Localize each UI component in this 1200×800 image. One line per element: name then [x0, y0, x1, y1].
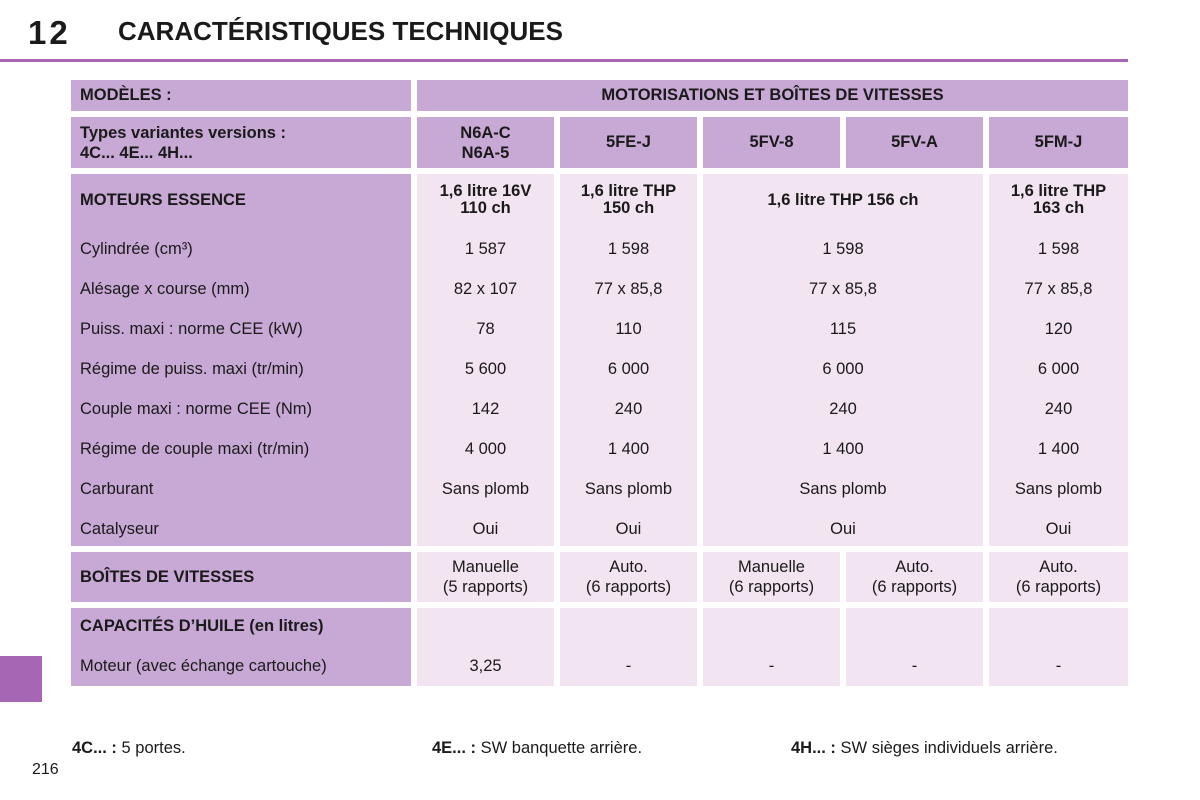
engine-name [417, 178, 554, 222]
oil-value: - [768, 656, 775, 675]
oil-engine-label: Moteur (avec échange cartouche) [80, 656, 327, 675]
oil-value: - [625, 656, 632, 675]
gearbox-ratios: (6 rapports) [585, 578, 672, 596]
oil-value: - [911, 656, 918, 675]
oil-capacity-label: CAPACITÉS D’HUILE (en litres) [80, 616, 324, 635]
spec-label: Cylindrée (cm³) [80, 239, 193, 258]
types-label [71, 117, 411, 168]
gearbox-ratios: (6 rapports) [1015, 578, 1102, 596]
spec-value: 78 [476, 319, 495, 338]
gearbox-value [703, 552, 840, 602]
variant-cell: 5FV-8 [703, 117, 840, 168]
spec-value: 120 [1044, 319, 1073, 338]
note-code: 4H... : [791, 739, 836, 757]
variant-code: N6A-C [460, 123, 511, 142]
petrol-engines-label: MOTEURS ESSENCE [80, 190, 246, 209]
spec-value: 1 587 [464, 239, 507, 258]
chapter-side-tab [0, 656, 42, 702]
engine-name [989, 178, 1128, 222]
note-text: 5 portes. [121, 739, 186, 757]
spec-value: Oui [830, 519, 856, 538]
variant-cell: 5FM-J [989, 117, 1128, 168]
spec-value: Sans plomb [799, 479, 887, 498]
spec-value: 6 000 [607, 359, 650, 378]
spec-value: 77 x 85,8 [594, 279, 663, 298]
spec-value: 115 [829, 319, 857, 338]
engines-gearboxes-label: MOTORISATIONS ET BOÎTES DE VITESSES [417, 80, 1128, 111]
gearbox-value [417, 552, 554, 602]
engine-name: 1,6 litre THP 156 ch [767, 190, 919, 209]
models-label: MODÈLES : [71, 80, 411, 111]
engine-name-line2: 110 ch [460, 199, 511, 217]
footer-note-4c [72, 739, 186, 758]
page-number: 216 [32, 761, 59, 778]
page-title: CARACTÉRISTIQUES TECHNIQUES [118, 16, 563, 46]
engine-name-line2: 150 ch [602, 199, 655, 217]
footer-note-4e [432, 739, 642, 758]
spec-value: 1 598 [607, 239, 650, 258]
gearbox-value [989, 552, 1128, 602]
spec-label: Couple maxi : norme CEE (Nm) [80, 399, 312, 418]
chapter-number: 12 [28, 14, 71, 51]
note-text: SW banquette arrière. [480, 739, 643, 757]
spec-label: Puiss. maxi : norme CEE (kW) [80, 319, 303, 338]
spec-value: 77 x 85,8 [1024, 279, 1093, 298]
spec-value: Oui [1045, 519, 1072, 538]
engine-name-line1: 1,6 litre THP [1010, 182, 1107, 200]
types-label-line2: 4C... 4E... 4H... [80, 143, 193, 162]
engine-name-line1: 1,6 litre 16V [439, 182, 532, 200]
spec-value: Oui [615, 519, 642, 538]
note-code: 4C... : [72, 739, 117, 757]
spec-value: 6 000 [822, 359, 864, 378]
spec-value: 240 [614, 399, 643, 418]
variant-cell [417, 117, 554, 168]
spec-value: Sans plomb [584, 479, 673, 498]
spec-value: 4 000 [464, 439, 507, 458]
spec-value: 6 000 [1037, 359, 1080, 378]
engine-name-line1: 1,6 litre THP [580, 182, 677, 200]
gearbox-value [560, 552, 697, 602]
spec-value: 240 [1044, 399, 1073, 418]
spec-value: 1 598 [1037, 239, 1080, 258]
spec-label: Alésage x course (mm) [80, 279, 250, 298]
title-underline [0, 59, 1128, 62]
spec-label: Régime de puiss. maxi (tr/min) [80, 359, 304, 378]
spec-value: 77 x 85,8 [809, 279, 877, 298]
engine-name-line2: 163 ch [1032, 199, 1085, 217]
variant-cell: 5FE-J [560, 117, 697, 168]
spec-label: Catalyseur [80, 519, 159, 538]
types-label-line1: Types variantes versions : [80, 123, 287, 142]
oil-value: 3,25 [469, 656, 502, 675]
spec-value: 5 600 [464, 359, 507, 378]
gearbox-type: Auto. [895, 558, 934, 576]
spec-value: Sans plomb [1014, 479, 1103, 498]
oil-value: - [1055, 656, 1062, 675]
gearbox-value [846, 552, 983, 602]
spec-value: Sans plomb [441, 479, 530, 498]
note-text: SW sièges individuels arrière. [840, 739, 1058, 757]
gearbox-type: Auto. [609, 558, 648, 576]
variant-cell: 5FV-A [846, 117, 983, 168]
gearbox-type: Manuelle [452, 558, 519, 576]
spec-value: 240 [829, 399, 857, 418]
gearbox-ratios: (6 rapports) [871, 578, 958, 596]
spec-label: Régime de couple maxi (tr/min) [80, 439, 310, 458]
spec-value: 1 400 [607, 439, 650, 458]
gearbox-ratios: (6 rapports) [728, 578, 815, 596]
spec-value: 1 400 [822, 439, 864, 458]
spec-value: 1 400 [1037, 439, 1080, 458]
note-code: 4E... : [432, 739, 477, 757]
spec-value: 1 598 [822, 239, 864, 258]
variant-code: N6A-5 [461, 143, 510, 162]
spec-value: 82 x 107 [453, 279, 518, 298]
gearboxes-label: BOÎTES DE VITESSES [71, 552, 411, 602]
gearbox-type: Auto. [1039, 558, 1078, 576]
gearbox-type: Manuelle [738, 558, 805, 576]
spec-value: Oui [472, 519, 499, 538]
gearbox-ratios: (5 rapports) [442, 578, 529, 596]
spec-label: Carburant [80, 479, 154, 498]
footer-note-4h [791, 739, 1058, 758]
engine-name [560, 178, 697, 222]
spec-value: 142 [471, 399, 500, 418]
spec-value: 110 [615, 319, 642, 338]
